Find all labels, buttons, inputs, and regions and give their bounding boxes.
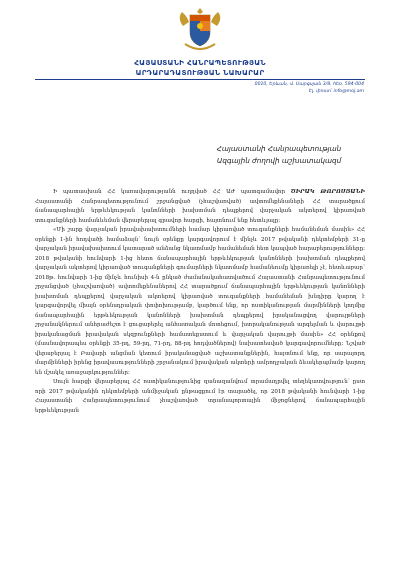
paragraph-2: «Մի շարք վարչական իրավախախտումների համար կիրառված տուգանքների համանեման մասին» ՀՀ օրենքի 1-ին հոդվածի համաձայն՝ նույն օրենքը կարգավորում է մինչև 2017 թվականի դեկտեմբերի 31-ը վարչական իրավախախտում կատարած անձանց նկատմամբ համանեման հետ կապված հարաբերությունները։ 2018 թվականի հունվարի 1-ից հետո ճանապարհային երթևեկության կանոնների խախտման դեպքերով վարչական ակտերով կիրառված տուգանքների գումարների նկատմամբ համանեումը կիրառելի չէ, հետևաբար՝ 2018թ. հունվարի 1-ից մինչև հունիսի 4-ն ընկած ժամանակահատվածում Հայաստանի Հանրապետությունում շրջանցված (չհաշվառված) ավտոմեքենաներով ՀՀ տարածքում ճանապարհային երթևեկության կանոնների խախտման դեպքերով վարչական ակտերով կիրառված տուգանքների համանեման խնդիրը կարող է կարգավորվել միայն օրենսդրական փոփոխությամբ, կարծում ենք, որ ոստիկանության մարմինների կողմից ճանապարհային երթևեկության կանոնների խախտման դեպքերով իրականացվող վարույթների շրջանակներում անհրաժեշտ է ցուցաբերել անհատական մոտեցում, խտրականության արգելման և վարույթի իրականացման իրավական սկզբունքների համատեքստում և վարչական վարույթի մասին» ՀՀ օրենքով (մասնավորապես օրենքի 35-րդ, 59-րդ, 71-րդ, 88-րդ հոդվածներով) նախատեսված կարգավորումները։ Նշված վերաբերյալ է Բավարի անցման կետում իրականացված աշխատանքներին, հայտնում ենք, որ սարայորդ մարմինների իրենց իրավասությունների շրջանակում իրավական ակտերի ամրողջական ձևակերպմամբ կարող են մշակել առաջարկություններ։ bbox=[35, 227, 365, 376]
coat-of-arms-icon bbox=[175, 6, 225, 54]
deputy-name: ԾԻՐԱԿ ԹՈՐՈՍՅԱՆԻ bbox=[290, 189, 365, 195]
paragraph-1: Ի պատասխան ՀՀ կառավարությանն ուղղված ՀՀ ԱԺ պատգամավոր ԾԻՐԱԿ ԹՈՐՈՍՅԱՆԻ Հայաստանի Հանրապետությունում շրջանցված (չհաշվառված) ավտոմեքենաների ՀՀ տարածքում ճանապարհային երթևեկության կանոնների խախտման դեպքերով վարչական ակտերով կիրառված տուգանքների համանևեման վերաբերյալ գրավոր հարցի, հայտնում ենք հետևյալը։ bbox=[35, 189, 365, 224]
letter-body bbox=[35, 188, 365, 416]
recipient-line2: Ազգային ժողովի աշխատակազմ bbox=[216, 156, 342, 165]
header-divider bbox=[35, 79, 365, 80]
paragraph-3: Սույն հարցի վերաբերյալ ՀՀ ոստիկանությունից զանազանվում տրամադրվել տեղեկատվություն՝ ըստ որի 2017 թվականին դեկտեմբերի անմիջական ընթացքում էր տարածել, որ 2018 թվականի հունվարի 1-ից Հայաստանի Հանրապետությունում չհաշվառված տրանսպորտային միջոցներով ճանապարհային երթևեկության bbox=[35, 379, 365, 414]
ministry-email: Էլ. փոստ՝ info@moj.am bbox=[309, 89, 364, 94]
ministry-name-line2: ԱՐԴԱՐԱԴԱՏՈՒԹՅԱՆ ՆԱԽԱՐԱՐ bbox=[135, 68, 265, 77]
recipient-line1: Հայաստանի Հանրապետության bbox=[216, 144, 342, 153]
ministry-name-line1: ՀԱՅԱՍՏԱՆԻ ՀԱՆՐԱՊԵՏՈՒԹՅԱՆ bbox=[134, 58, 266, 67]
ministry-address: 0010, Երևան, Վ. Սարգսյան 3/8, hեռ. 594-004 bbox=[254, 82, 364, 87]
